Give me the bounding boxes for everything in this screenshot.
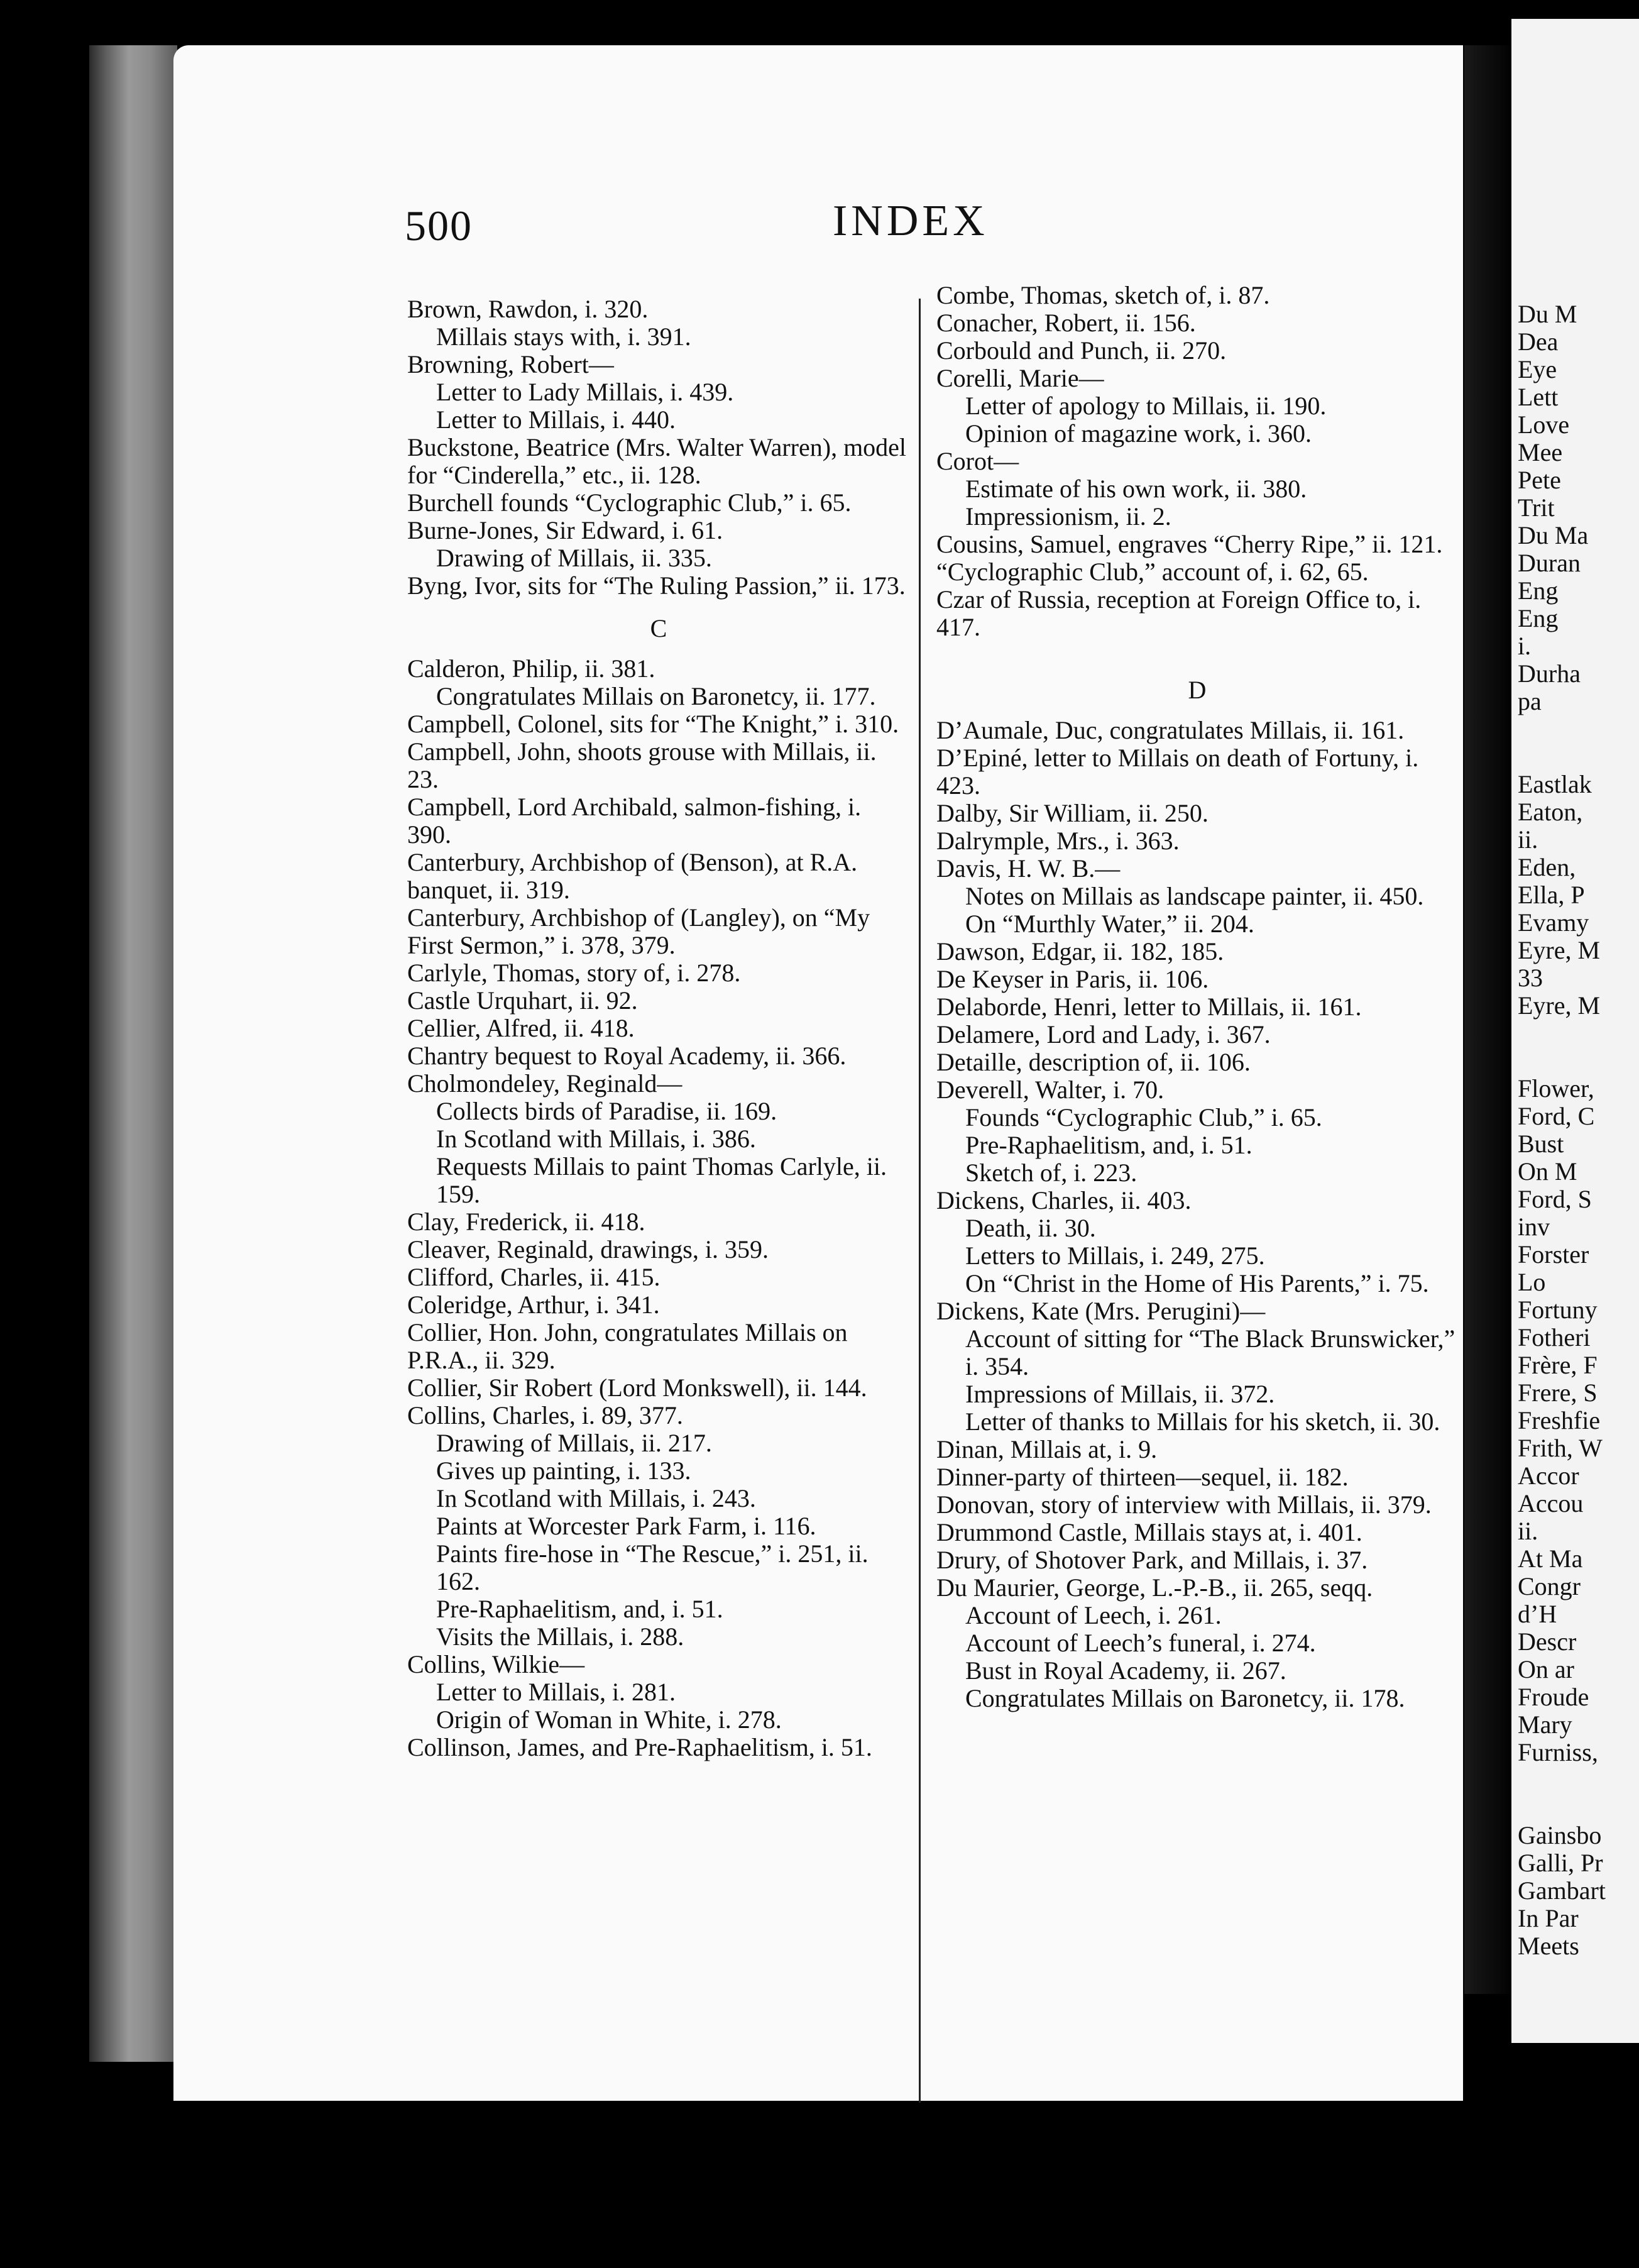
fragment-gap: [1518, 715, 1606, 771]
facing-page-fragment: Eastlak: [1518, 770, 1592, 798]
index-entry: Chantry bequest to Royal Academy, ii. 366.: [407, 1042, 847, 1070]
facing-page-fragment: Accor: [1518, 1462, 1579, 1490]
index-entry: Davis, H. W. B.—: [936, 854, 1121, 883]
facing-page-fragment: Gainsbo: [1518, 1821, 1602, 1849]
facing-page-fragment: i.: [1518, 632, 1532, 660]
index-subentry: Impressionism, ii. 2.: [965, 502, 1171, 531]
index-subentry: Pre-Raphaelitism, and, i. 51.: [965, 1131, 1253, 1159]
facing-page-fragment: At Ma: [1518, 1544, 1583, 1573]
index-subentry: Letter to Millais, i. 281.: [436, 1678, 676, 1706]
index-entry: Drury, of Shotover Park, and Millais, i. 37.: [936, 1546, 1368, 1574]
index-entry: Campbell, John, shoots grouse with Millais, ii. 23.: [407, 737, 877, 793]
index-entry: Cousins, Samuel, engraves “Cherry Ripe,” ii. 121.: [936, 530, 1443, 558]
facing-page-fragments: [1518, 300, 1606, 1960]
facing-page-fragment: Ford, S: [1518, 1185, 1592, 1213]
index-entry: “Cyclographic Club,” account of, i. 62, 65.: [936, 558, 1369, 586]
facing-page-fragment: Eyre, M: [1518, 991, 1601, 1020]
index-entry: Canterbury, Archbishop of (Benson), at R.A. banquet, ii. 319.: [407, 848, 858, 904]
facing-page-fragment: Eden,: [1518, 853, 1576, 881]
facing-page-fragment: Frere, S: [1518, 1379, 1598, 1407]
index-column-left: [407, 295, 910, 1761]
index-entry: Collins, Charles, i. 89, 377.: [407, 1401, 683, 1429]
facing-page-fragment: Flower,: [1518, 1074, 1594, 1103]
index-entry: Conacher, Robert, ii. 156.: [936, 309, 1196, 337]
facing-page-fragment: Mee: [1518, 438, 1563, 466]
index-subentry: Collects birds of Paradise, ii. 169.: [436, 1097, 777, 1125]
index-subentry: Notes on Millais as landscape painter, ii. 450.: [965, 882, 1424, 910]
index-subentry: Founds “Cyclographic Club,” i. 65.: [965, 1103, 1322, 1131]
facing-page-fragment: Galli, Pr: [1518, 1849, 1603, 1877]
index-entry: Cellier, Alfred, ii. 418.: [407, 1014, 635, 1042]
index-entry: Delamere, Lord and Lady, i. 367.: [936, 1020, 1271, 1049]
facing-page-fragment: Trit: [1518, 493, 1555, 522]
facing-page-fragment: Evamy: [1518, 908, 1589, 937]
facing-page-fragment: Eaton,: [1518, 798, 1583, 826]
page-number: 500: [405, 202, 473, 250]
facing-page-fragment: In Par: [1518, 1904, 1579, 1932]
index-subentry: Sketch of, i. 223.: [965, 1159, 1137, 1187]
facing-page-fragment: 33: [1518, 964, 1543, 992]
index-entry: Collier, Sir Robert (Lord Monkswell), ii. 144.: [407, 1373, 867, 1402]
index-entry: Corot—: [936, 447, 1019, 475]
index-subentry: Impressions of Millais, ii. 372.: [965, 1380, 1275, 1408]
index-subentry: Drawing of Millais, ii. 335.: [436, 544, 712, 572]
index-entry: Castle Urquhart, ii. 92.: [407, 986, 638, 1015]
facing-page-fragment: Eng: [1518, 576, 1559, 605]
index-subentry: Account of sitting for “The Black Brunswicker,” i. 354.: [965, 1324, 1455, 1380]
index-subentry: Letter of thanks to Millais for his sketch, ii. 30.: [965, 1407, 1440, 1436]
facing-page-fragment: Forster: [1518, 1240, 1589, 1269]
facing-page-fragment: Du Ma: [1518, 521, 1589, 549]
fragment-gap: [1518, 1020, 1606, 1075]
facing-page-fragment: Meets: [1518, 1932, 1579, 1960]
index-subentry: In Scotland with Millais, i. 386.: [436, 1125, 756, 1153]
facing-page-fragment: Eye: [1518, 355, 1557, 383]
index-entry: Carlyle, Thomas, story of, i. 278.: [407, 959, 741, 987]
index-entry: De Keyser in Paris, ii. 106.: [936, 965, 1209, 993]
facing-page-fragment: On M: [1518, 1157, 1577, 1186]
facing-page-fragment: Lo: [1518, 1268, 1546, 1296]
index-entry: D’Epiné, letter to Millais on death of Fortuny, i. 423.: [936, 744, 1419, 800]
facing-page-fragment: Fortuny: [1518, 1296, 1598, 1324]
index-entry: Browning, Robert—: [407, 350, 614, 378]
index-entry: Dickens, Kate (Mrs. Perugini)—: [936, 1297, 1266, 1325]
index-entry: Campbell, Colonel, sits for “The Knight,” i. 310.: [407, 710, 899, 738]
section-letter: D: [1188, 676, 1207, 704]
index-entry: Dawson, Edgar, ii. 182, 185.: [936, 937, 1224, 966]
facing-page-fragment: pa: [1518, 687, 1542, 715]
facing-page-fragment: Accou: [1518, 1489, 1584, 1517]
facing-page-fragment: Ford, C: [1518, 1102, 1595, 1130]
index-entry: Collier, Hon. John, congratulates Millais on P.R.A., ii. 329.: [407, 1318, 848, 1374]
index-subentry: Congratulates Millais on Baronetcy, ii. 177.: [436, 682, 876, 710]
fragment-gap: [1518, 1766, 1606, 1822]
index-column-right: [936, 282, 1458, 1712]
index-entry: Dickens, Charles, ii. 403.: [936, 1186, 1192, 1214]
index-subentry: Bust in Royal Academy, ii. 267.: [965, 1656, 1286, 1685]
facing-page-fragment: Frith, W: [1518, 1434, 1603, 1462]
index-subentry: Visits the Millais, i. 288.: [436, 1622, 684, 1651]
index-entry: Deverell, Walter, i. 70.: [936, 1076, 1165, 1104]
index-entry: Burne-Jones, Sir Edward, i. 61.: [407, 516, 723, 544]
index-entry: Clay, Frederick, ii. 418.: [407, 1208, 645, 1236]
facing-page-fragment: On ar: [1518, 1655, 1574, 1683]
facing-page-fragment: Frère, F: [1518, 1351, 1598, 1379]
facing-page-fragment: ii.: [1518, 825, 1538, 854]
index-entry: Donovan, story of interview with Millais, ii. 379.: [936, 1490, 1432, 1519]
index-entry: Corbould and Punch, ii. 270.: [936, 336, 1227, 365]
facing-page-fragment: Eng: [1518, 604, 1559, 632]
index-entry: Collinson, James, and Pre-Raphaelitism, i. 51.: [407, 1733, 872, 1761]
index-subentry: Origin of Woman in White, i. 278.: [436, 1705, 782, 1734]
index-subentry: Letter of apology to Millais, ii. 190.: [965, 392, 1327, 420]
index-entry: Dalby, Sir William, ii. 250.: [936, 799, 1209, 827]
index-subentry: Drawing of Millais, ii. 217.: [436, 1429, 712, 1457]
page-title: INDEX: [833, 197, 989, 245]
index-subentry: Requests Millais to paint Thomas Carlyle, ii. 159.: [436, 1152, 887, 1208]
index-entry: Dinner-party of thirteen—sequel, ii. 182.: [936, 1463, 1349, 1491]
facing-page-fragment: d’H: [1518, 1600, 1557, 1628]
facing-page-fragment: Descr: [1518, 1627, 1577, 1656]
facing-page-fragment: Love: [1518, 410, 1570, 439]
index-entry: Drummond Castle, Millais stays at, i. 401.: [936, 1518, 1362, 1546]
index-subentry: Paints at Worcester Park Farm, i. 116.: [436, 1512, 816, 1540]
index-subentry: Account of Leech’s funeral, i. 274.: [965, 1629, 1316, 1657]
index-entry: Byng, Ivor, sits for “The Ruling Passion,” ii. 173.: [407, 571, 906, 600]
book-gutter: [1464, 45, 1515, 1994]
index-entry: Cleaver, Reginald, drawings, i. 359.: [407, 1235, 769, 1263]
facing-page-fragment: Eyre, M: [1518, 936, 1601, 964]
facing-page-fragment: Ella, P: [1518, 881, 1585, 909]
facing-page-fragment: Congr: [1518, 1572, 1581, 1600]
index-entry: Calderon, Philip, ii. 381.: [407, 654, 655, 683]
index-subentry: On “Murthly Water,” ii. 204.: [965, 910, 1254, 938]
facing-page-fragment: Mary: [1518, 1710, 1572, 1739]
index-entry: Coleridge, Arthur, i. 341.: [407, 1291, 660, 1319]
index-subentry: Letter to Lady Millais, i. 439.: [436, 378, 734, 406]
index-subentry: Death, ii. 30.: [965, 1214, 1096, 1242]
index-entry: Du Maurier, George, L.-P.-B., ii. 265, seqq.: [936, 1573, 1373, 1602]
facing-page-fragment: Freshfie: [1518, 1406, 1601, 1434]
index-entry: Collins, Wilkie—: [407, 1650, 585, 1678]
facing-page-fragment: ii.: [1518, 1517, 1538, 1545]
index-entry: Clifford, Charles, ii. 415.: [407, 1263, 661, 1291]
facing-page-fragment: Durha: [1518, 659, 1581, 688]
index-subentry: Estimate of his own work, ii. 380.: [965, 475, 1307, 503]
index-subentry: Pre-Raphaelitism, and, i. 51.: [436, 1595, 723, 1623]
index-entry: Dalrymple, Mrs., i. 363.: [936, 827, 1180, 855]
index-subentry: Congratulates Millais on Baronetcy, ii. 178.: [965, 1684, 1405, 1712]
index-subentry: Paints fire-hose in “The Rescue,” i. 251, ii. 162.: [436, 1539, 869, 1595]
index-entry: Cholmondeley, Reginald—: [407, 1069, 682, 1098]
facing-page-fragment: Fotheri: [1518, 1323, 1591, 1351]
index-entry: Czar of Russia, reception at Foreign Office to, i. 417.: [936, 585, 1422, 641]
index-entry: Detaille, description of, ii. 106.: [936, 1048, 1251, 1076]
facing-page-fragment: Gambart: [1518, 1876, 1606, 1905]
index-subentry: Millais stays with, i. 391.: [436, 322, 691, 351]
facing-page-fragment: Pete: [1518, 466, 1561, 494]
index-entry: Canterbury, Archbishop of (Langley), on “My First Sermon,” i. 378, 379.: [407, 903, 870, 959]
index-subentry: Account of Leech, i. 261.: [965, 1601, 1222, 1629]
index-entry: Burchell founds “Cyclographic Club,” i. 65.: [407, 488, 852, 517]
index-entry: Buckstone, Beatrice (Mrs. Walter Warren), model for “Cinderella,” etc., ii. 128.: [407, 433, 907, 489]
facing-page-fragment: Dea: [1518, 328, 1559, 356]
index-subentry: In Scotland with Millais, i. 243.: [436, 1484, 756, 1512]
facing-page-fragment: Furniss,: [1518, 1738, 1598, 1766]
index-entry: Combe, Thomas, sketch of, i. 87.: [936, 281, 1270, 309]
book-spine: [89, 45, 177, 2062]
facing-page-fragment: Bust: [1518, 1130, 1564, 1158]
index-entry: Dinan, Millais at, i. 9.: [936, 1435, 1158, 1463]
facing-page-fragment: inv: [1518, 1213, 1550, 1241]
index-entry: Campbell, Lord Archibald, salmon-fishing, i. 390.: [407, 793, 862, 849]
index-subentry: Opinion of magazine work, i. 360.: [965, 419, 1312, 448]
facing-page-fragment: Lett: [1518, 383, 1559, 411]
index-subentry: Letter to Millais, i. 440.: [436, 405, 676, 434]
index-entry: Brown, Rawdon, i. 320.: [407, 295, 649, 323]
facing-page-fragment: Du M: [1518, 300, 1577, 328]
facing-page-fragment: Froude: [1518, 1683, 1589, 1711]
index-subentry: On “Christ in the Home of His Parents,” i. 75.: [965, 1269, 1429, 1297]
index-entry: Delaborde, Henri, letter to Millais, ii. 161.: [936, 993, 1362, 1021]
index-subentry: Letters to Millais, i. 249, 275.: [965, 1241, 1265, 1270]
section-letter: C: [650, 614, 667, 642]
facing-page: [1511, 19, 1639, 2043]
facing-page-fragment: Duran: [1518, 549, 1581, 577]
index-entry: Corelli, Marie—: [936, 364, 1104, 392]
index-subentry: Gives up painting, i. 133.: [436, 1456, 691, 1485]
column-divider: [919, 299, 921, 2103]
index-entry: D’Aumale, Duc, congratulates Millais, ii. 161.: [936, 716, 1405, 744]
